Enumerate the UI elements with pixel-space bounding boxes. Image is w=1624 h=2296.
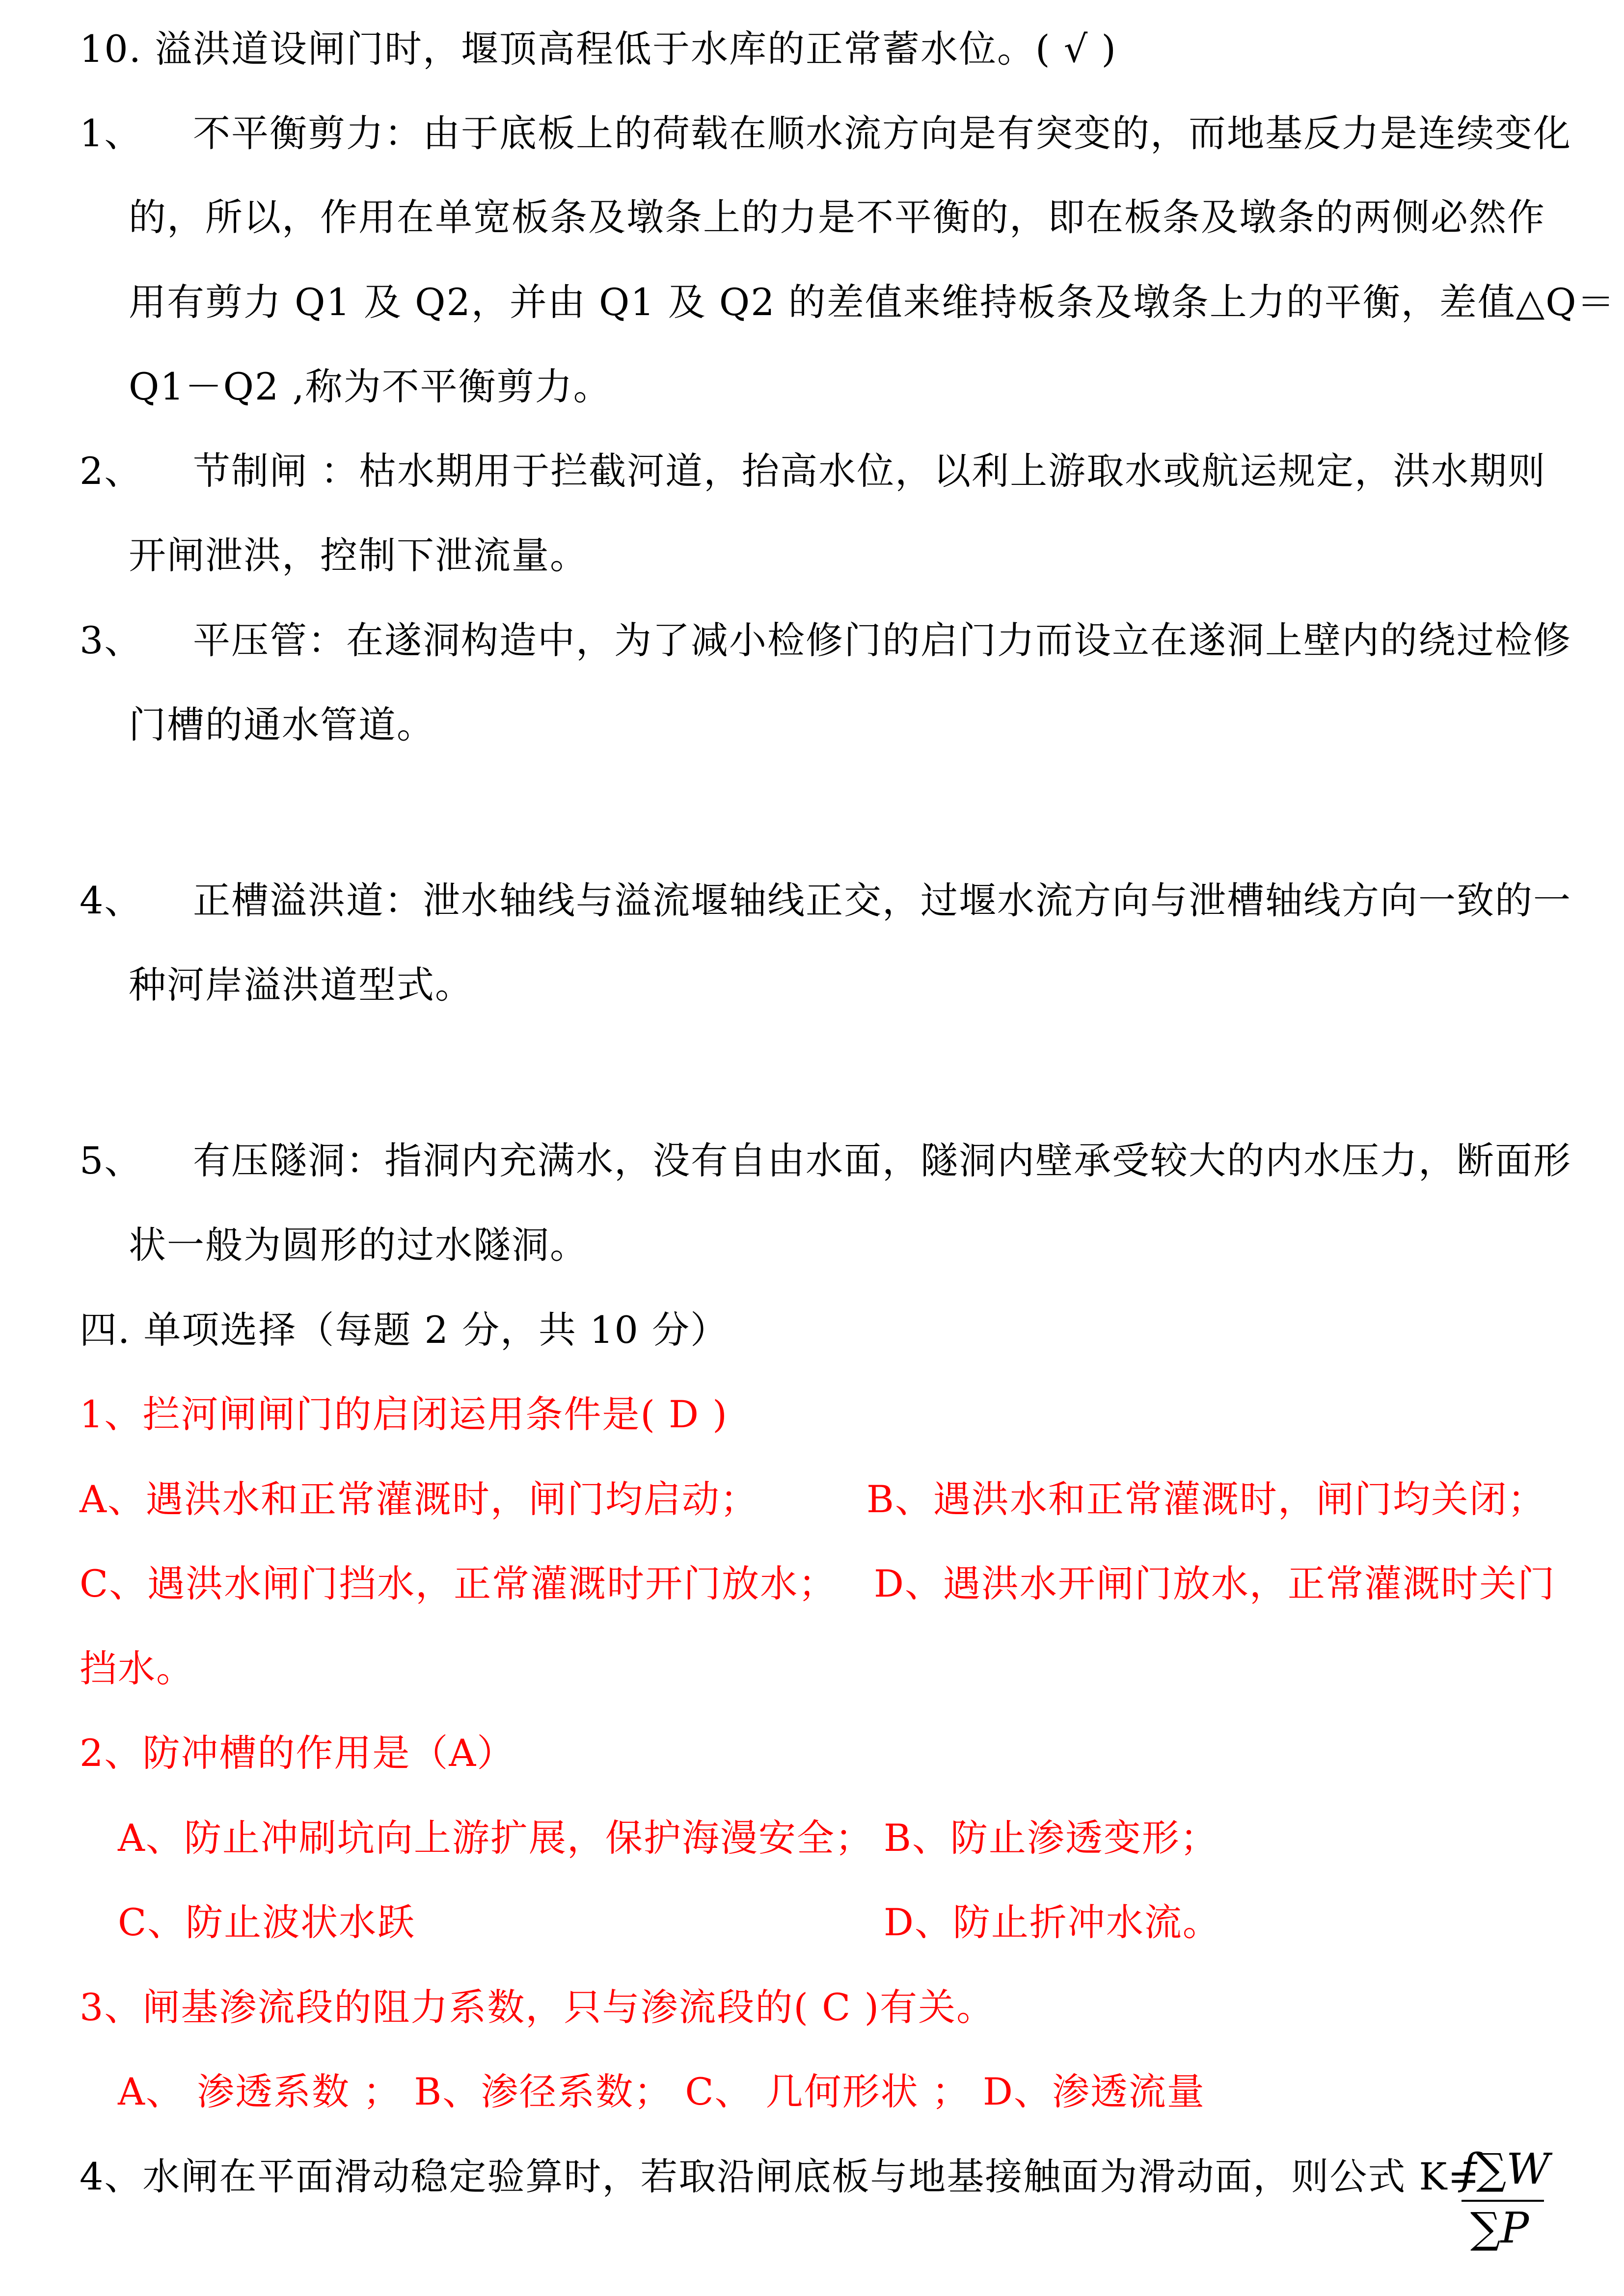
option-d: D、防止折冲水流。 [884,1900,1221,1944]
option-c: C、防止波状水跃 [118,1900,416,1944]
formula-numerator: f∑W [1461,2145,1550,2194]
stability-formula [1461,2145,1554,2253]
formula-denominator: ∑P [1470,2204,1529,2253]
term-line: 用有剪力 Q1 及 Q2，并由 Q1 及 Q2 的差值来维持板条及墩条上力的平衡，差值△Q＝ [129,280,1616,324]
option-b: B、遇洪水和正常灌溉时，闸门均关闭； [866,1477,1546,1521]
option-b: B、防止渗透变形； [884,1816,1218,1860]
term-line: 种河岸溢洪道型式。 [129,963,473,1007]
term-line: 不平衡剪力：由于底板上的荷载在顺水流方向是有突变的，而地基反力是连续变化 [193,111,1571,155]
term-line: 有压隧洞：指洞内充满水，没有自由水面，隧洞内壁承受较大的内水压力，断面形 [193,1139,1571,1182]
option-a: A、防止冲刷坑向上游扩展，保护海漫安全； [118,1816,873,1860]
tf-item-10: 10. 溢洪道设闸门时，堰顶高程低于水库的正常蓄水位。( √ ) [80,27,1117,71]
option-d: D、遇洪水开闸门放水，正常灌溉时关门 [874,1562,1556,1605]
term-line: Q1－Q2 ,称为不平衡剪力。 [129,365,612,408]
question-stem: 3、闸基渗流段的阻力系数，只与渗流段的( C )有关。 [80,1985,995,2029]
question-stem: 4、水闸在平面滑动稳定验算时，若取沿闸底板与地基接触面为滑动面，则公式 K= [80,2155,1480,2198]
option-c: C、遇洪水闸门挡水，正常灌溉时开门放水； [80,1562,837,1605]
term-line: 的，所以，作用在单宽板条及墩条上的力是不平衡的，即在板条及墩条的两侧必然作 [129,195,1545,239]
term-line: 门槽的通水管道。 [129,703,435,747]
term-line: 状一般为圆形的过水隧洞。 [129,1223,588,1267]
option-a: A、遇洪水和正常灌溉时，闸门均启动； [80,1477,758,1521]
option-d-continued: 挡水。 [80,1647,194,1690]
term-line: 开闸泄洪，控制下泄流量。 [129,534,588,577]
fraction-bar [1462,2200,1544,2202]
term-line: 节制闸 ：枯水期用于拦截河道，抬高水位，以利上游取水或航运规定，洪水期则 [193,449,1546,493]
question-stem: 2、防冲槽的作用是（A） [80,1731,515,1775]
option-list: A、 渗透系数 ； B、渗径系数； C、 几何形状 ； D、渗透流量 [118,2070,1205,2113]
term-line: 正槽溢洪道：泄水轴线与溢流堰轴线正交，过堰水流方向与泄槽轴线方向一致的一 [193,879,1571,922]
section-heading: 四. 单项选择（每题 2 分，共 10 分） [80,1308,729,1352]
term-line: 平压管：在遂洞构造中，为了减小检修门的启门力而设立在遂洞上壁内的绕过检修 [193,618,1571,662]
question-stem: 1、拦河闸闸门的启闭运用条件是( D ) [80,1392,728,1436]
